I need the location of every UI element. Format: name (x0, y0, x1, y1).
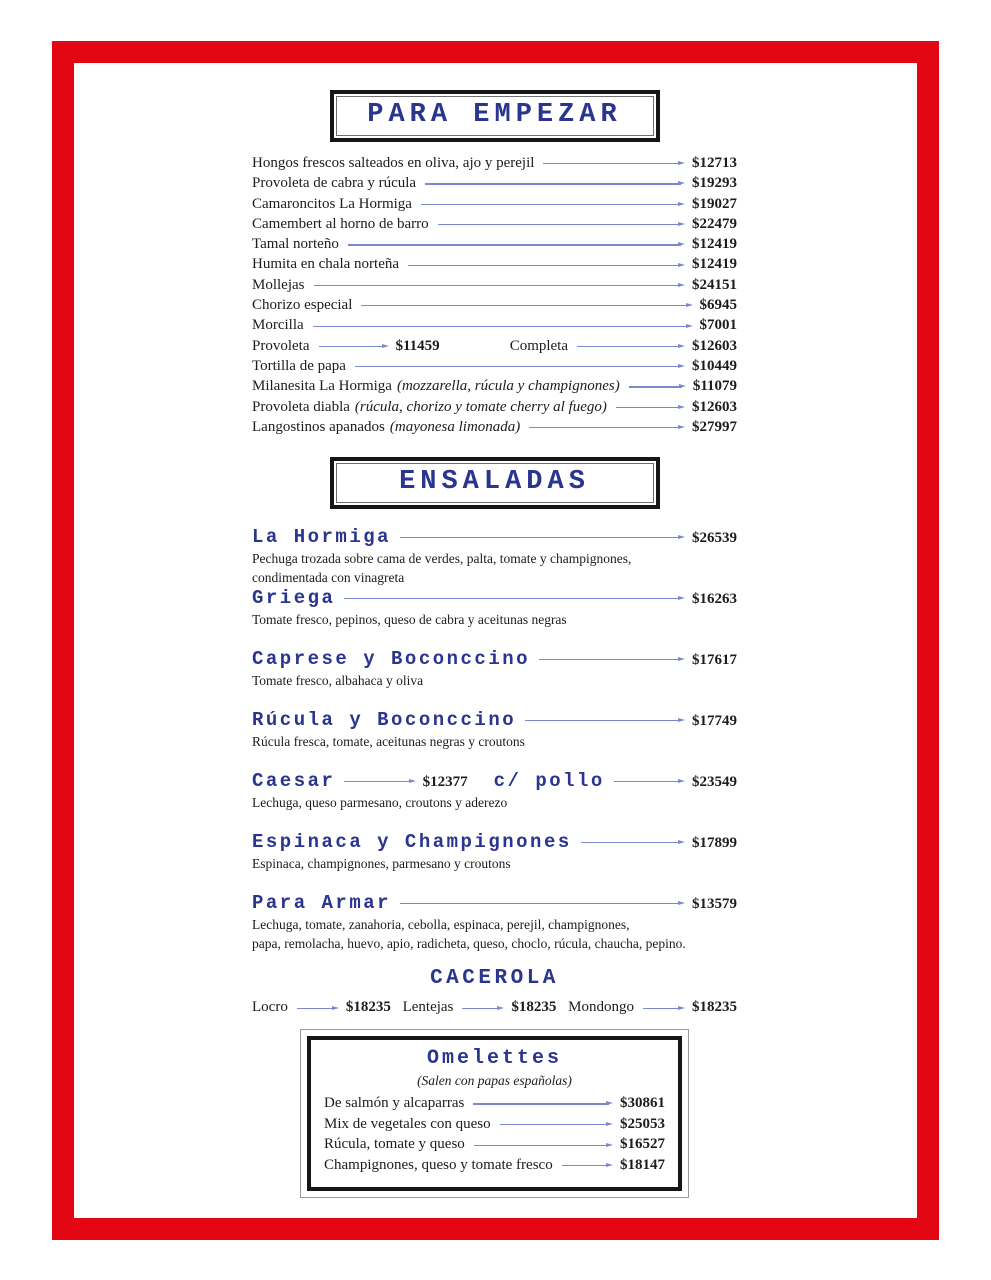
menu-item (252, 194, 737, 214)
cacerola-item (252, 999, 391, 1016)
item-price: $11459 (395, 337, 440, 354)
section-title-omelettes: Omelettes (426, 1047, 563, 1071)
ensalada-name: Rúcula y Boconccino (252, 709, 517, 732)
item-price: $17617 (692, 652, 737, 669)
menu-item (252, 234, 737, 254)
section-box-para-empezar (330, 90, 660, 142)
cacerola-items (252, 999, 737, 1016)
leader-line (614, 776, 685, 786)
cacerola-item (403, 999, 557, 1016)
ensalada-name: Griega (252, 587, 336, 610)
item-note: (mozzarella, rúcula y champignones) (396, 378, 620, 395)
item-price: $23549 (692, 774, 738, 791)
menu-item (252, 417, 737, 437)
item-name: Tortilla de papa (252, 357, 346, 374)
ensalada-description: Espinaca, champignones, parmesano y croutons (252, 856, 511, 872)
item-name: Champignones, queso y tomate fresco (324, 1156, 553, 1173)
item-name: Hongos frescos salteados en oliva, ajo y perejil (252, 155, 535, 171)
menu-item (252, 376, 737, 396)
leader-line (421, 199, 685, 209)
item-note: (rúcula, chorizo y tomate cherry al fuego) (354, 398, 607, 415)
section-title-para-empezar: PARA EMPEZAR (367, 100, 622, 130)
ensaladas-items (252, 525, 737, 952)
item-price: $16527 (620, 1136, 665, 1153)
menu-item (324, 1155, 665, 1176)
item-price: $12713 (692, 155, 737, 171)
item-note: (mayonesa limonada) (389, 418, 521, 435)
item-name: Mollejas (252, 276, 305, 293)
ensalada-name: Caprese y Boconccino (252, 648, 531, 671)
ensalada-name: Para Armar (252, 892, 392, 915)
ensalada-heading-row (252, 769, 737, 793)
menu-item (252, 315, 737, 335)
item-price: $18235 (511, 999, 557, 1016)
leader-line (643, 1003, 685, 1013)
menu-item (252, 173, 737, 193)
menu-item (252, 214, 737, 234)
ensalada-description: condimentada con vinagreta (252, 569, 405, 585)
item-price: $13579 (692, 896, 737, 913)
section-title-cacerola: CACEROLA (430, 967, 559, 991)
item-name: Camembert al horno de barro (252, 215, 429, 232)
item-name: Lentejas (402, 999, 454, 1016)
ensalada-name: c/ pollo (493, 770, 605, 793)
leader-line (462, 1003, 504, 1013)
ensalada-entry (252, 891, 737, 952)
leader-line (438, 219, 685, 229)
menu-item (252, 356, 737, 376)
ensalada-entry (252, 525, 737, 586)
leader-line (616, 402, 685, 412)
item-name: Tamal norteño (252, 236, 339, 253)
item-price: $17749 (692, 713, 737, 730)
section-box-ensaladas (330, 457, 660, 509)
ensalada-description: papa, remolacha, huevo, apio, radicheta, queso, choclo, rúcula, chaucha, pepino. (252, 935, 686, 951)
item-price: $17899 (692, 835, 737, 852)
item-price: $24151 (692, 276, 737, 293)
item-price: $11079 (692, 378, 737, 395)
menu-item (324, 1093, 665, 1114)
item-name: Chorizo especial (252, 297, 353, 314)
leader-line (529, 422, 685, 432)
item-price: $19027 (692, 195, 737, 212)
menu-item (252, 397, 737, 417)
leader-line (313, 321, 693, 331)
item-price: $12603 (692, 337, 737, 354)
leader-line (577, 341, 685, 351)
section-box-inner (336, 96, 654, 136)
item-price: $27997 (692, 418, 737, 435)
leader-line (543, 158, 685, 168)
menu-item (252, 275, 737, 295)
cacerola-item (568, 999, 737, 1016)
leader-line (344, 776, 415, 786)
leader-line (581, 837, 685, 847)
item-price: $6945 (699, 297, 737, 314)
omelettes-subtitle: (Salen con papas españolas) (417, 1073, 572, 1089)
ensalada-description: Pechuga trozada sobre cama de verdes, palta, tomate y champignones, (252, 551, 632, 567)
item-name: Completa (509, 337, 569, 354)
item-name: Camaroncitos La Hormiga (252, 195, 412, 212)
ensalada-entry-caesar (252, 769, 737, 830)
item-price: $7001 (699, 317, 737, 334)
item-name: Locro (252, 999, 288, 1016)
menu-item (252, 295, 737, 315)
item-name: Humita en chala norteña (252, 256, 400, 273)
item-price: $18235 (691, 999, 737, 1016)
leader-line (562, 1160, 613, 1170)
item-name: Provoleta de cabra y rúcula (252, 175, 417, 192)
item-price: $26539 (692, 530, 737, 547)
item-price: $25053 (620, 1115, 665, 1132)
item-price: $19293 (692, 175, 737, 192)
ensalada-heading-row (252, 708, 737, 732)
item-price: $12419 (692, 256, 737, 273)
menu-content (252, 90, 737, 1198)
ensalada-description: Tomate fresco, albahaca y oliva (252, 673, 424, 689)
ensalada-description: Tomate fresco, pepinos, queso de cabra y aceitunas negras (252, 612, 567, 628)
ensalada-heading-row (252, 891, 737, 915)
ensalada-entry (252, 647, 737, 708)
leader-line (473, 1098, 613, 1108)
item-price: $12419 (692, 236, 737, 253)
leader-line (344, 593, 685, 603)
ensalada-heading-row (252, 647, 737, 671)
item-price: $10449 (692, 357, 737, 374)
leader-line (314, 280, 686, 290)
item-price: $18235 (345, 999, 391, 1016)
section-title-ensaladas: ENSALADAS (399, 467, 590, 498)
leader-line (400, 532, 685, 542)
leader-line (525, 715, 685, 725)
omelettes-box-inner (307, 1036, 682, 1190)
leader-line (355, 361, 685, 371)
ensalada-entry (252, 708, 737, 769)
item-price: $30861 (620, 1095, 665, 1112)
ensalada-description: Lechuga, tomate, zanahoria, cebolla, espinaca, perejil, champignones, (252, 917, 630, 933)
leader-line (425, 178, 685, 188)
menu-item-dual (252, 336, 737, 356)
leader-line (319, 341, 389, 351)
item-name: Mix de vegetales con queso (324, 1115, 491, 1132)
item-name: Milanesita La Hormiga (252, 378, 392, 395)
ensalada-heading-row (252, 586, 737, 610)
item-name: Provoleta (252, 337, 310, 354)
ensalada-entry (252, 830, 737, 891)
leader-line (361, 300, 692, 310)
menu-item (324, 1134, 665, 1155)
ensalada-entry (252, 586, 737, 647)
item-name: Langostinos apanados (252, 418, 385, 435)
ensalada-description: Lechuga, queso parmesano, croutons y aderezo (252, 795, 508, 811)
leader-line (408, 260, 685, 270)
item-price: $22479 (692, 215, 737, 232)
ensalada-description: Rúcula fresca, tomate, aceitunas negras y croutons (252, 734, 525, 750)
leader-line (629, 381, 686, 391)
leader-line (539, 654, 685, 664)
item-name: Provoleta diabla (252, 398, 350, 415)
ensalada-heading-row (252, 830, 737, 854)
menu-item (324, 1114, 665, 1135)
ensalada-heading-row (252, 525, 737, 549)
item-price: $12377 (422, 774, 468, 791)
omelettes-items (324, 1093, 665, 1175)
item-name: De salmón y alcaparras (324, 1095, 465, 1112)
item-price: $16263 (692, 591, 737, 608)
item-name: Rúcula, tomate y queso (324, 1136, 465, 1153)
ensalada-name: Espinaca y Champignones (252, 831, 572, 854)
item-name: Morcilla (252, 317, 304, 334)
leader-line (474, 1140, 613, 1150)
ensalada-name: Caesar (252, 770, 336, 793)
ensalada-name: La Hormiga (252, 526, 392, 549)
menu-item (252, 153, 737, 173)
item-price: $12603 (692, 398, 737, 415)
leader-line (348, 239, 685, 249)
leader-line (400, 898, 685, 908)
menu-item (252, 254, 737, 274)
omelettes-box (300, 1029, 689, 1197)
item-name: Mondongo (568, 999, 634, 1016)
para-empezar-items (252, 153, 737, 437)
leader-line (297, 1003, 339, 1013)
leader-line (500, 1119, 613, 1129)
item-price: $18147 (620, 1156, 665, 1173)
section-box-inner (336, 463, 654, 503)
